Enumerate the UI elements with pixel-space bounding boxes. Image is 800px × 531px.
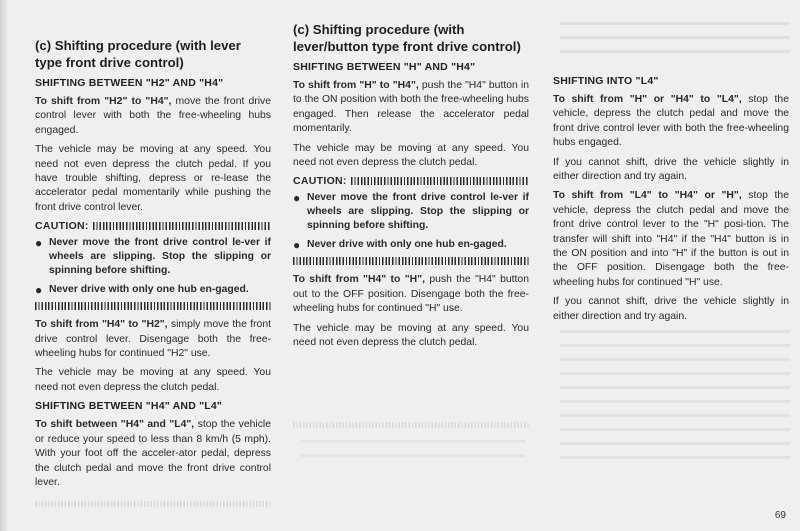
- paragraph-h4-to-h: [293, 273, 529, 316]
- paragraph-moving-speed-2: The vehicle may be moving at any speed. You need not even depress the clutch pedal.: [35, 367, 271, 393]
- caution-label: CAUTION:: [293, 175, 347, 188]
- caution-bullet: [293, 238, 529, 252]
- text-h4-l4: stop the vehicle or reduce your speed to less than 8 km/h (5 mph). With your foot off the acceler-ator pedal, depress the clutch pedal and move the front drive control lever.: [35, 419, 271, 488]
- paragraph-from-l4: [553, 189, 789, 290]
- heading-shifting-h2-h4: SHIFTING BETWEEN "H2" AND "H4": [35, 77, 224, 89]
- caution-bullet-text: Never move the front drive control le-ver if wheels are slipping. Stop the slipping or spinning before shifting.: [307, 192, 529, 232]
- page-binding-edge: [0, 0, 8, 531]
- bullet-dot-icon: ●: [293, 238, 301, 253]
- right-column: [553, 75, 789, 329]
- caution-end-rule: [35, 302, 271, 310]
- bottom-rule-shadow: [35, 501, 271, 507]
- lead-into-l4: To shift from "H" or "H4" to "L4",: [553, 94, 742, 105]
- lead-h-to-h4: To shift from "H" to "H4",: [293, 80, 419, 91]
- text-h4-to-h2: simply move the front drive control lever. Disengage both the free-wheeling hubs for continued "H2" use.: [35, 319, 271, 360]
- paragraph-h2-to-h4: [35, 95, 271, 138]
- caution-end-rule: [293, 257, 529, 265]
- caution-bullet: [35, 283, 271, 297]
- middle-rule-shadow: [293, 422, 529, 428]
- caution-bullet: [293, 191, 529, 233]
- middle-section-title: (c) Shifting procedure (with lever/button type front drive control): [293, 22, 521, 54]
- caution-bullet-text: Never drive with only one hub en-gaged.: [49, 284, 249, 296]
- bullet-dot-icon: ●: [35, 236, 43, 251]
- left-section-title: (c) Shifting procedure (with lever type front drive control): [35, 38, 241, 70]
- lead-from-l4: To shift from "L4" to "H4" or "H",: [553, 190, 742, 202]
- caution-header: [293, 175, 529, 187]
- paragraph-moving-speed-2: The vehicle may be moving at any speed. You need not even depress the clutch pedal.: [293, 322, 529, 349]
- caution-rule: [93, 222, 271, 230]
- paragraph-moving-speed: The vehicle may be moving at any speed. You need not even depress the clutch pedal.: [293, 142, 529, 169]
- text-h-to-h4: push the "H4" button in to the ON position with both the free-wheeling hubs engaged. Then release the accelerator pedal momentarily.: [293, 80, 529, 135]
- heading-shifting-h4-l4: SHIFTING BETWEEN "H4" AND "L4": [35, 400, 223, 413]
- caution-header: [35, 220, 271, 232]
- caution-label: CAUTION:: [35, 220, 89, 233]
- heading-shifting-into-l4: SHIFTING INTO "L4": [553, 75, 659, 87]
- paragraph-cannot-shift-2: If you cannot shift, drive the vehicle slightly in either direction and try again.: [553, 296, 789, 322]
- page-number: 69: [774, 510, 786, 521]
- caution-bullet-text: Never move the front drive control le-ver if wheels are slipping. Stop the slipping or spinning before shifting.: [49, 237, 271, 277]
- middle-column: [293, 22, 529, 355]
- bullet-dot-icon: ●: [293, 191, 301, 206]
- caution-bullet-text: Never drive with only one hub en-gaged.: [307, 239, 507, 251]
- text-into-l4: stop the vehicle, depress the clutch pedal and move the front drive control lever with both the free-wheeling hubs engaged.: [553, 94, 789, 149]
- paragraph-h4-to-h2: [35, 318, 271, 361]
- text-h4-to-h: push the "H4" button out to the OFF position. Disengage both the free-wheeling hubs for continued "H" use.: [293, 274, 529, 315]
- lead-h4-to-h2: To shift from "H4" to "H2",: [35, 319, 168, 331]
- text-from-l4: stop the vehicle, depress the clutch pedal and move the front drive control lever to the "H" posi-tion. The transfer will shift into "H4" if the "H4" button is in the ON position and into "H" if the button is out in the OFF position. Disengage both the free-wheeling hubs for continued "H" use.: [553, 190, 789, 288]
- left-column: [35, 38, 271, 495]
- bleed-through-shadow-2: [560, 330, 790, 460]
- heading-shifting-h-h4: SHIFTING BETWEEN "H" AND "H4": [293, 61, 476, 73]
- paragraph-h-to-h4: [293, 79, 529, 137]
- lead-h4-to-h: To shift from "H4" to "H",: [293, 274, 425, 286]
- caution-bullet: [35, 236, 271, 278]
- bleed-through-shadow-3: [300, 440, 525, 460]
- paragraph-into-l4: [553, 93, 789, 151]
- bleed-through-shadow: [560, 22, 790, 62]
- caution-rule: [351, 177, 529, 185]
- bullet-dot-icon: ●: [35, 283, 43, 298]
- paragraph-h4-l4: [35, 418, 271, 490]
- paragraph-moving-speed: The vehicle may be moving at any speed. You need not even depress the clutch pedal. If you have trouble shifting, depress or re-lease the accelerator pedal momentarily while pushing the front drive control lever.: [35, 144, 271, 213]
- lead-h4-l4: To shift between "H4" and "L4",: [35, 419, 195, 431]
- text-h2-to-h4: move the front drive control lever with both the free-wheeling hubs engaged.: [35, 96, 271, 136]
- lead-h2-to-h4: To shift from "H2" to "H4",: [35, 96, 172, 107]
- paragraph-cannot-shift: If you cannot shift, drive the vehicle slightly in either direction and try again.: [553, 156, 789, 183]
